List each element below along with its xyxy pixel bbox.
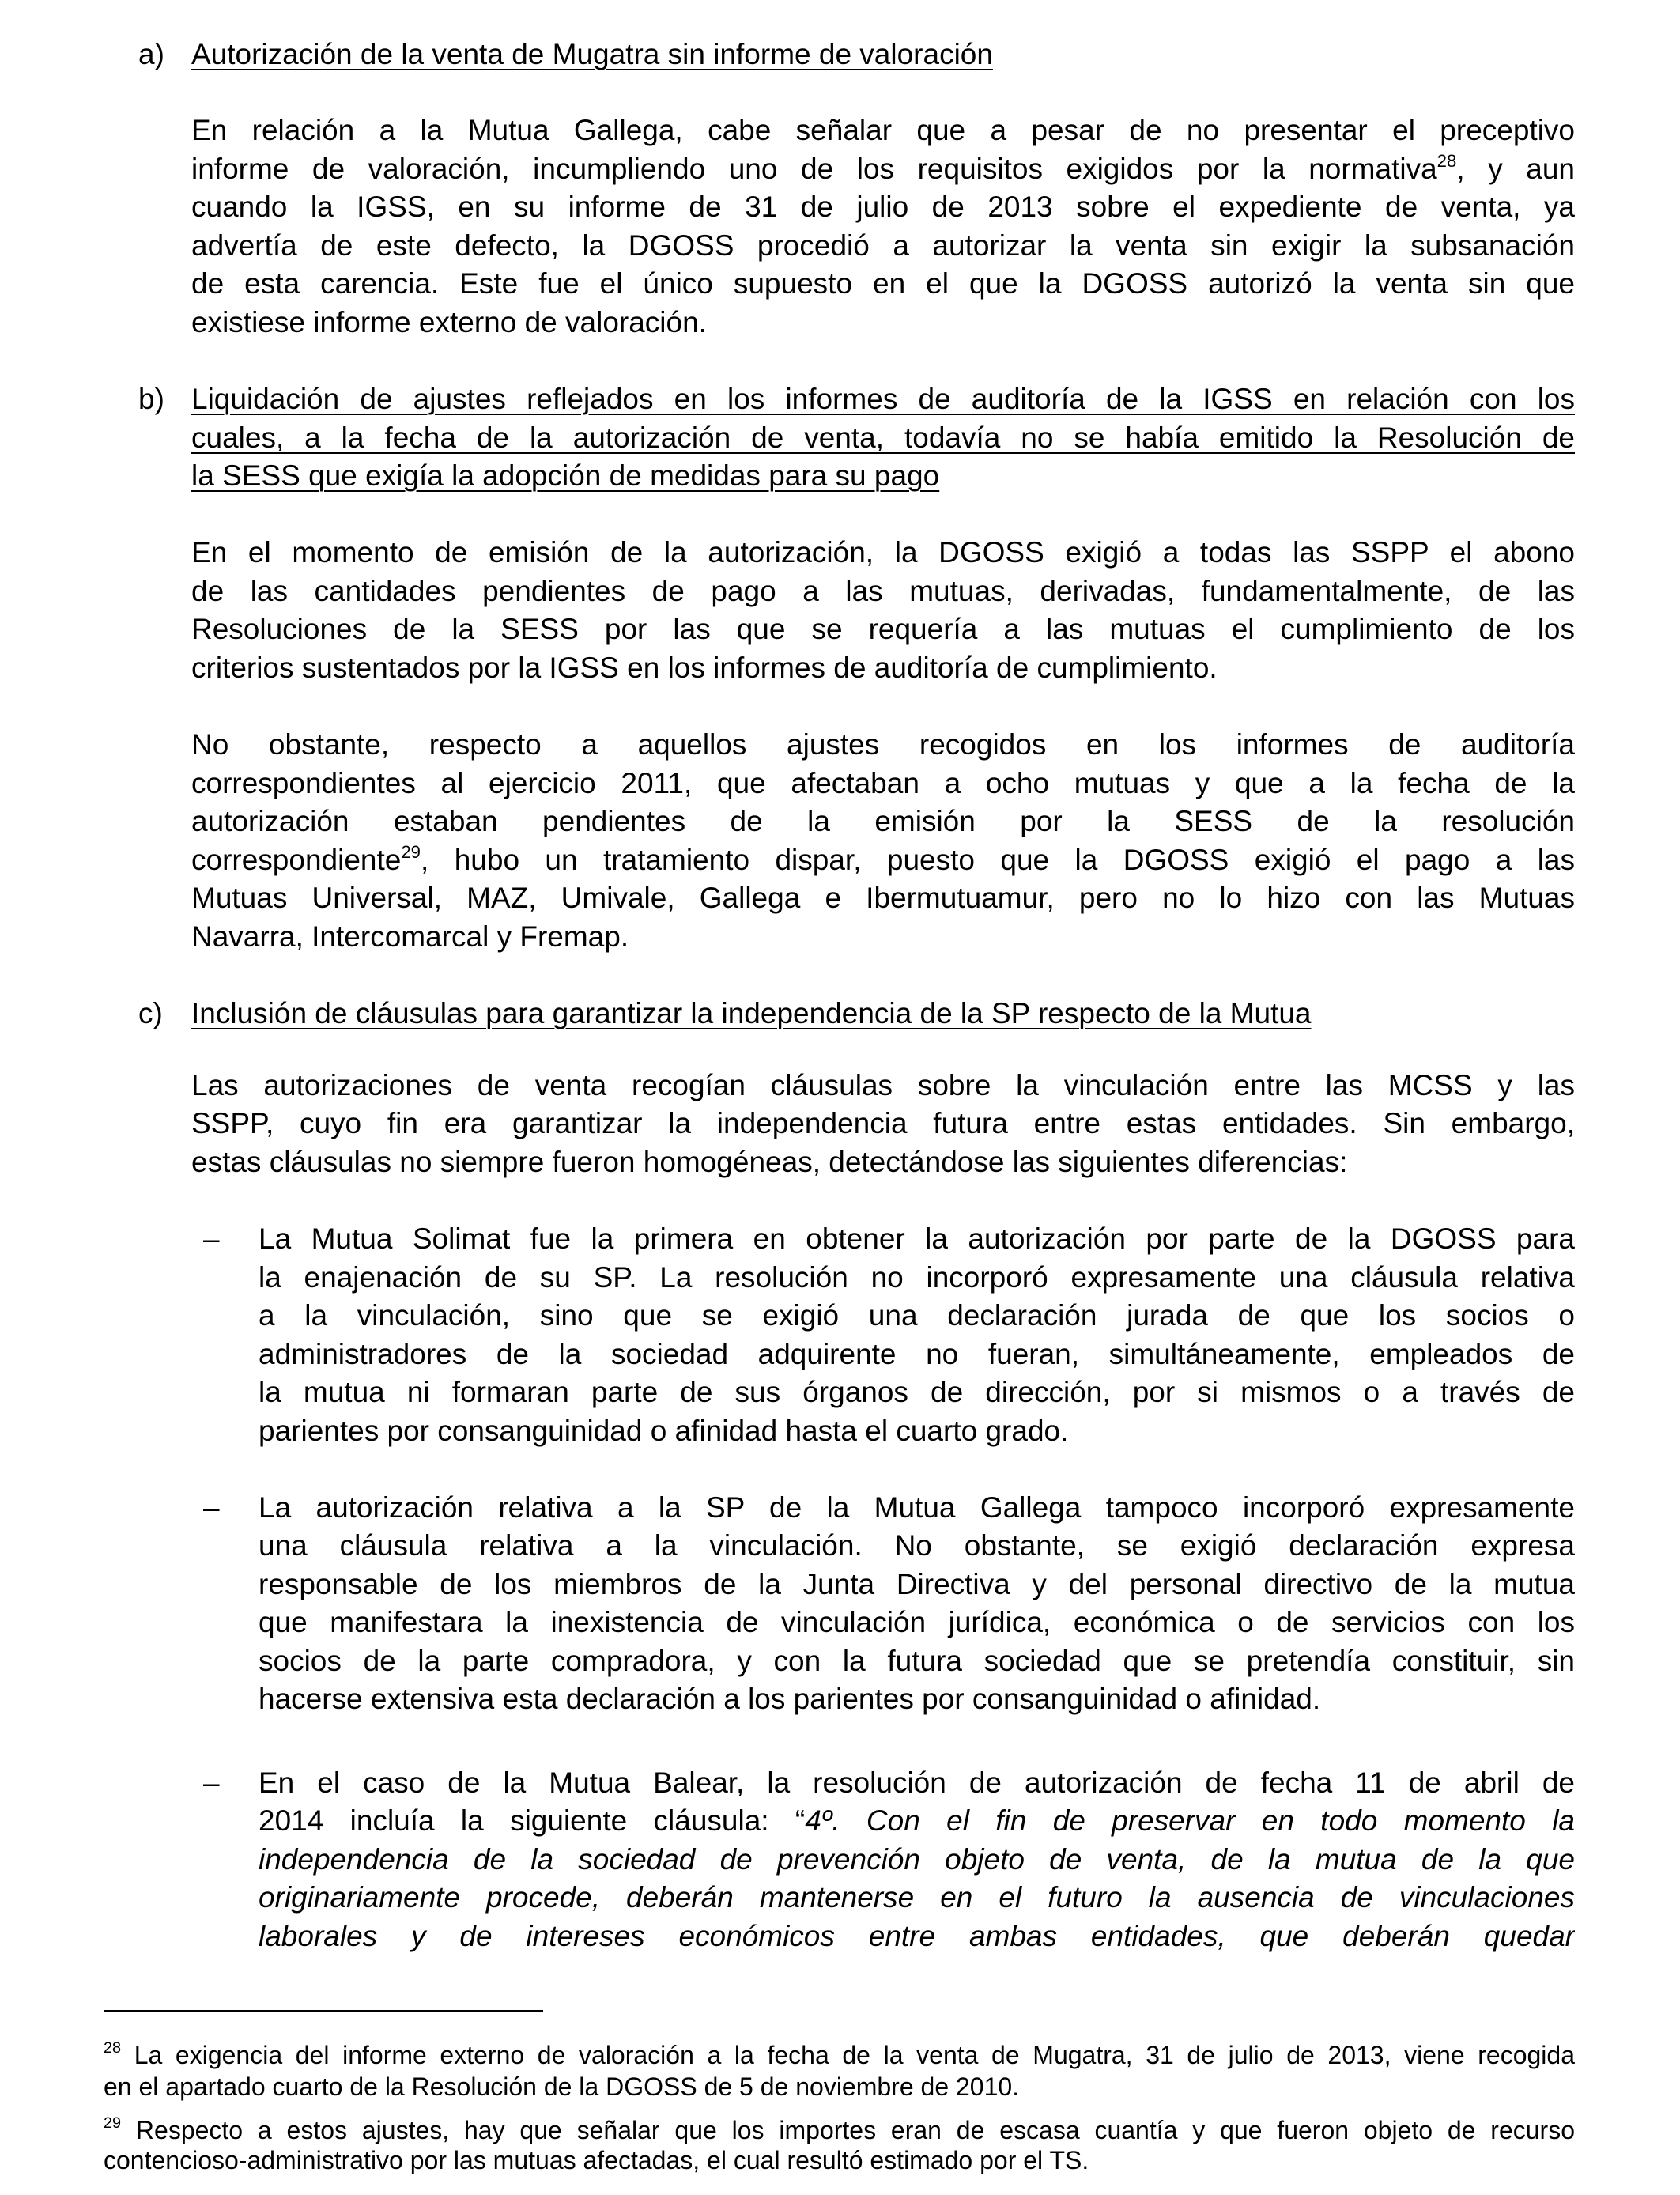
text-line: No obstante, respecto a aquellos ajustes recogidos en los informes de auditoría xyxy=(191,728,1575,761)
text-line xyxy=(191,841,1575,879)
text-line: existiese informe externo de valoración. xyxy=(191,306,707,338)
text-line: una cláusula relativa a la vinculación. No obstante, se exigió declaración expresa xyxy=(259,1529,1575,1562)
text-line: administradores de la sociedad adquirente no fueran, simultáneamente, empleados de xyxy=(259,1338,1575,1370)
quoted-clause-text: 4º. Con el fin de preservar en todo momento la xyxy=(805,1804,1575,1837)
text-line: criterios sustentados por la IGSS en los informes de auditoría de cumplimiento. xyxy=(191,652,1218,684)
text-line: parientes por consanguinidad o afinidad hasta el cuarto grado. xyxy=(259,1415,1069,1447)
text-fragment: , hubo un tratamiento dispar, puesto que la DGOSS exigió el pago a las xyxy=(421,844,1575,876)
text-line: cuando la IGSS, en su informe de 31 de julio de 2013 sobre el expediente de venta, ya xyxy=(191,191,1575,223)
footnote-ref-29[interactable]: 29 xyxy=(401,841,421,862)
text-fragment: 2014 incluía la siguiente cláusula: “ xyxy=(259,1804,806,1837)
text-line: En relación a la Mutua Gallega, cabe señalar que a pesar de no presentar el preceptivo xyxy=(191,114,1575,146)
text-line: estas cláusulas no siempre fueron homogéneas, detectándose las siguientes diferencias: xyxy=(191,1146,1348,1178)
section-a-heading xyxy=(191,36,1575,74)
text-line: la enajenación de su SP. La resolución no incorporó expresamente una cláusula relativa xyxy=(259,1261,1575,1294)
text-fragment: correspondiente xyxy=(191,844,402,876)
quoted-clause-line: originariamente procede, deberán mantenerse en el futuro la ausencia de vinculaciones xyxy=(259,1881,1575,1914)
text-line: correspondientes al ejercicio 2011, que afectaban a ocho mutuas y que a la fecha de la xyxy=(191,767,1575,799)
text-line: de esta carencia. Este fue el único supuesto en el que la DGOSS autorizó la venta sin que xyxy=(191,267,1575,300)
heading-line xyxy=(191,457,1575,495)
text-line: de las cantidades pendientes de pago a las mutuas, derivadas, fundamentalmente, de las xyxy=(191,575,1575,607)
footnote-number: 28 xyxy=(104,2039,122,2057)
text-line: advertía de este defecto, la DGOSS procedió a autorizar la venta sin exigir la subsanación xyxy=(191,229,1575,262)
quoted-clause-line: independencia de la sociedad de prevención objeto de venta, de la mutua de la que xyxy=(259,1843,1575,1876)
text-line xyxy=(191,150,1575,188)
text-line: Resoluciones de la SESS por las que se requería a las mutuas el cumplimiento de los xyxy=(191,613,1575,645)
text-line: la mutua ni formaran parte de sus órganos de dirección, por si mismos o a través de xyxy=(259,1376,1575,1408)
heading-text: Liquidación de ajustes reflejados en los informes de auditoría de la IGSS en relación con los xyxy=(191,383,1575,415)
quoted-clause-line: laborales y de intereses económicos entre ambas entidades, que deberán quedar xyxy=(259,1920,1575,1952)
text-line: SSPP, cuyo fin era garantizar la independencia futura entre estas entidades. Sin embargo, xyxy=(191,1107,1575,1139)
text-line: Navarra, Intercomarcal y Fremap. xyxy=(191,920,629,953)
section-c-label: c) xyxy=(138,997,163,1029)
text-fragment: informe de valoración, incumpliendo uno de los requisitos exigidos por la normativa xyxy=(191,153,1437,185)
text-fragment: , y aun xyxy=(1456,153,1575,185)
heading-line xyxy=(191,419,1575,457)
text-line: La Mutua Solimat fue la primera en obtener la autorización por parte de la DGOSS para xyxy=(259,1222,1575,1255)
footnote-line: contencioso-administrativo por las mutuas afectadas, el cual resultó estimado por el TS. xyxy=(104,2146,1089,2174)
text-line xyxy=(259,1802,1575,1840)
section-a-label: a) xyxy=(138,38,164,70)
section-c-heading xyxy=(191,995,1575,1033)
text-line: responsable de los miembros de la Junta Directiva y del personal directivo de la mutua xyxy=(259,1568,1575,1600)
text-line: hacerse extensiva esta declaración a los parientes por consanguinidad o afinidad. xyxy=(259,1683,1321,1715)
text-line: Las autorizaciones de venta recogían cláusulas sobre la vinculación entre las MCSS y las xyxy=(191,1069,1575,1101)
heading-text: Autorización de la venta de Mugatra sin informe de valoración xyxy=(191,38,993,70)
text-line: La autorización relativa a la SP de la Mutua Gallega tampoco incorporó expresamente xyxy=(259,1491,1575,1524)
text-line: En el caso de la Mutua Balear, la resolución de autorización de fecha 11 de abril de xyxy=(259,1766,1575,1799)
dash-bullet-icon: – xyxy=(203,1222,220,1255)
heading-line xyxy=(191,380,1575,418)
footnote-text: Respecto a estos ajustes, hay que señalar que los importes eran de escasa cuantía y que fueron objeto de recurso xyxy=(135,2116,1575,2144)
footnote-line: en el apartado cuarto de la Resolución de la DGOSS de 5 de noviembre de 2010. xyxy=(104,2072,1020,2101)
footnote-text: La exigencia del informe externo de valoración a la fecha de la venta de Mugatra, 31 de julio de 2013, viene recogida xyxy=(134,2041,1575,2069)
section-b-label: b) xyxy=(138,383,164,415)
footnote-line xyxy=(104,2114,1575,2146)
text-line: En el momento de emisión de la autorización, la DGOSS exigió a todas las SSPP el abono xyxy=(191,536,1575,569)
heading-text: Inclusión de cláusulas para garantizar la independencia de la SP respecto de la Mutua xyxy=(191,997,1312,1029)
footnote-line xyxy=(104,2039,1575,2071)
footnote-ref-28[interactable]: 28 xyxy=(1436,150,1457,171)
footnote-separator xyxy=(104,2010,543,2012)
text-line: que manifestara la inexistencia de vinculación jurídica, económica o de servicios con los xyxy=(259,1606,1575,1638)
text-line: socios de la parte compradora, y con la futura sociedad que se pretendía constituir, sin xyxy=(259,1645,1575,1677)
heading-text: la SESS que exigía la adopción de medidas para su pago xyxy=(191,459,940,492)
dash-bullet-icon: – xyxy=(203,1491,220,1524)
text-line: a la vinculación, sino que se exigió una declaración jurada de que los socios o xyxy=(259,1299,1575,1332)
heading-text: cuales, a la fecha de la autorización de venta, todavía no se había emitido la Resolución de xyxy=(191,421,1575,454)
text-line: autorización estaban pendientes de la emisión por la SESS de la resolución xyxy=(191,805,1575,837)
dash-bullet-icon: – xyxy=(203,1766,220,1799)
text-line: Mutuas Universal, MAZ, Umivale, Gallega e Ibermutuamur, pero no lo hizo con las Mutuas xyxy=(191,882,1575,914)
footnote-number: 29 xyxy=(104,2114,122,2133)
